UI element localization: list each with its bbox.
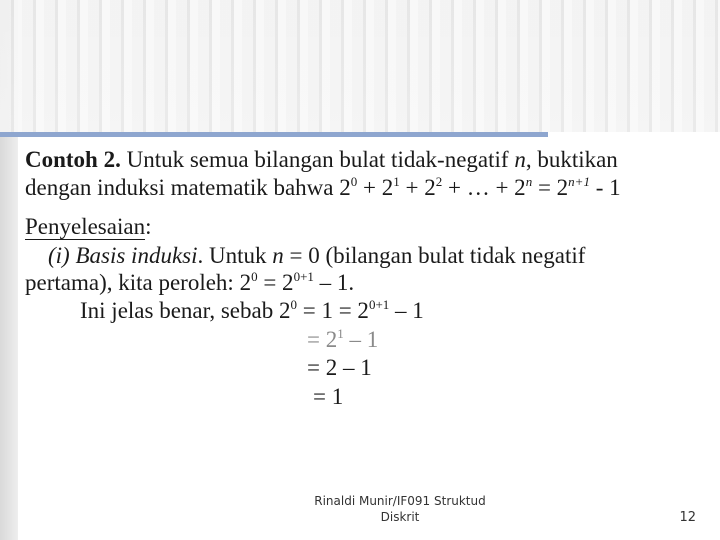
basis-line-1: (i) Basis induksi. Untuk n = 0 (bilangan bulat tidak negatif [48,243,586,268]
sum-formula: $2^0 + 2^1 + 2^2$ + … + $2^n = 2^{n+1} - 1$ [339,174,621,200]
example-line-1 [25,148,690,171]
proof-step-1: = $2^1 - 1$ [307,326,379,352]
example-statement: Contoh 2. Untuk semua bilangan bulat tidak-negatif n, buktikan [25,147,618,172]
proof-step-3: = 1 [313,384,344,409]
page-number: 12 [679,510,696,525]
footer-line-1: Rinaldi Munir/IF091 Struktud [314,494,486,508]
basis-line-3: Ini jelas benar, sebab $2^0 = 1 = 2^{0+1} - 1$ [80,297,424,323]
solution-heading-line: Penyelesaian: [25,214,152,239]
solution-heading: Penyelesaian [25,214,146,239]
footer-line-2: Diskrit [380,510,420,524]
basis-line-2: pertama), kita peroleh: $2^0 = 2^{0+1} - 1$. [25,269,355,295]
slide-footer [280,493,520,525]
example-line-2: dengan induksi matematik bahwa $2^0 + 2^1 + 2^2$ + … + $2^n = 2^{n+1} - 1$ [25,174,621,200]
example-label: Contoh 2. [25,147,121,172]
proof-step-2: = 2 – 1 [307,355,372,380]
basis-label: (i) Basis induksi [48,243,198,268]
